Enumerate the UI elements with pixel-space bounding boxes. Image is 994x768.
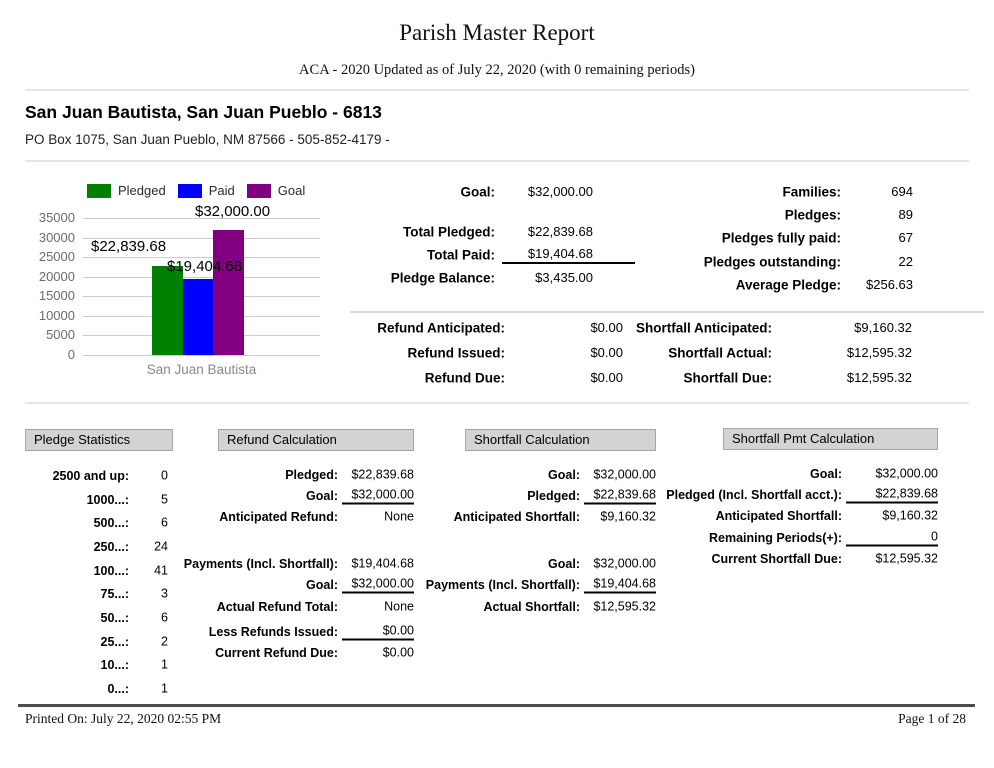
row-value: $256.63 [866, 277, 913, 293]
table-row [465, 464, 656, 485]
row-value: $32,000.00 [593, 556, 656, 571]
row-value: 0 [846, 529, 938, 546]
legend-swatch [247, 184, 271, 198]
row-label: 100...: [93, 563, 129, 578]
table-row [25, 511, 173, 535]
table-row [715, 506, 938, 527]
row-label: Pledged: [285, 467, 338, 482]
legend-label: Goal [277, 183, 306, 198]
table-row [25, 559, 173, 583]
chart-body [25, 203, 345, 362]
row-label: Total Pledged: [402, 224, 495, 239]
row-value: $12,595.32 [593, 599, 656, 614]
table-row [208, 621, 414, 642]
parish-stats [660, 180, 913, 297]
row-value: 5 [161, 492, 168, 507]
legend-label: Pledged [118, 183, 166, 198]
refund-row [355, 340, 623, 365]
chart-bar-goal [213, 230, 244, 355]
table-row [666, 484, 938, 505]
row-value: $0.00 [382, 645, 414, 660]
row-label: Anticipated Refund: [219, 510, 338, 525]
row-label: Shortfall Due: [683, 370, 772, 386]
table-row [465, 553, 656, 574]
table-row [25, 535, 173, 559]
row-label: Anticipated Shortfall: [453, 510, 580, 525]
shortfall-row [628, 366, 912, 391]
row-label: Goal: [460, 184, 495, 199]
row-label: Goal: [306, 489, 338, 504]
row-value: 1 [161, 657, 168, 672]
printed-on: Printed On: July 22, 2020 02:55 PM [25, 711, 222, 726]
table-row [183, 553, 414, 574]
stats-row [660, 227, 913, 250]
chart-bar-value-label: $22,839.68 [91, 238, 167, 255]
row-value: $0.00 [590, 344, 623, 360]
table-row [711, 549, 938, 570]
row-value: 0 [161, 468, 168, 483]
chart-y-tick-label: 30000 [38, 229, 75, 245]
row-value: $0.00 [342, 624, 414, 641]
row-value: $22,839.68 [846, 487, 938, 504]
row-value: $12,595.32 [846, 370, 912, 386]
table-header: Shortfall Calculation [465, 429, 656, 451]
row-value: 24 [154, 539, 168, 554]
stats-row [660, 203, 913, 226]
chart-gridline [83, 277, 320, 278]
chart-legend [87, 183, 345, 198]
row-label: Actual Shortfall: [483, 599, 580, 614]
divider [25, 89, 969, 91]
row-label: 1000...: [86, 492, 129, 507]
table-row [708, 527, 938, 548]
table-row [218, 596, 414, 617]
table-row [25, 677, 173, 701]
chart-y-axis [25, 210, 83, 362]
row-label: Refund Anticipated: [377, 320, 505, 336]
row-label: Pledges outstanding: [703, 254, 841, 270]
parish-address: PO Box 1075, San Juan Pueblo, NM 87566 - 505-852-4179 - [25, 132, 390, 147]
row-label: Anticipated Shortfall: [715, 509, 842, 524]
table-rows [25, 464, 173, 701]
row-value: 694 [891, 183, 913, 199]
row-value: $9,160.32 [854, 319, 912, 335]
row-label: Average Pledge: [735, 277, 841, 293]
row-value: 6 [161, 515, 168, 530]
table-row [25, 630, 173, 654]
row-label: Pledges: [784, 207, 841, 223]
shortfall-summary [628, 315, 912, 391]
chart-y-tick-label: 0 [67, 347, 75, 362]
table-header: Shortfall Pmt Calculation [723, 428, 938, 450]
table-row [218, 464, 414, 485]
legend-item-pledged [87, 183, 166, 198]
chart-bar-value-label: $32,000.00 [195, 203, 271, 220]
row-value: 41 [154, 563, 168, 578]
row-value: 3 [161, 586, 168, 601]
row-value: 89 [898, 207, 913, 223]
table-row [465, 485, 656, 506]
stats-row [660, 250, 913, 273]
summary-row [375, 180, 635, 203]
chart-y-tick-label: 35000 [38, 210, 75, 225]
row-label: Remaining Periods(+): [708, 530, 842, 545]
row-label: 25...: [100, 634, 129, 649]
legend-item-paid [178, 183, 235, 198]
row-value: 67 [898, 230, 913, 246]
row-value: 1 [161, 681, 168, 696]
row-value: $3,435.00 [535, 269, 593, 285]
row-label: Pledged (Incl. Shortfall acct.): [666, 488, 842, 503]
chart-y-tick-label: 5000 [46, 327, 75, 343]
row-label: Total Paid: [426, 247, 495, 262]
table-row [25, 582, 173, 606]
row-value: $22,839.68 [527, 223, 593, 239]
chart-plot [83, 203, 320, 355]
stats-row [660, 274, 913, 297]
chart-bar-paid [183, 279, 213, 355]
chart-y-tick-label: 15000 [38, 288, 75, 304]
table-row [453, 507, 656, 528]
row-value: $12,595.32 [846, 344, 912, 360]
table-row [218, 575, 414, 596]
parish-name: San Juan Bautista, San Juan Pueblo - 6813 [25, 102, 382, 122]
table-row [218, 507, 414, 528]
refund-row [355, 315, 623, 340]
legend-swatch [178, 184, 202, 198]
row-label: Pledged: [527, 489, 580, 504]
row-value: 6 [161, 610, 168, 625]
chart-bar-pledged [152, 266, 183, 355]
table-row [25, 606, 173, 630]
legend-label: Paid [208, 183, 235, 198]
row-label: Pledge Balance: [390, 270, 495, 285]
table-row [218, 485, 414, 506]
report-title: Parish Master Report [399, 20, 595, 45]
row-label: 10...: [100, 658, 129, 673]
row-label: 0...: [107, 682, 129, 697]
row-value: $0.00 [590, 370, 623, 386]
row-value: None [384, 599, 414, 614]
refund-row [355, 366, 623, 391]
row-value: $0.00 [590, 319, 623, 335]
row-label: Pledges fully paid: [721, 230, 841, 246]
row-label: Goal: [810, 466, 842, 481]
chart-x-label: San Juan Bautista [146, 362, 257, 377]
refund-calculation-table [183, 429, 414, 664]
row-value: $22,839.68 [351, 467, 414, 482]
row-value: $32,000.00 [593, 467, 656, 482]
table-row [25, 488, 173, 512]
row-label: Payments (Incl. Shortfall): [183, 556, 338, 571]
divider [25, 160, 969, 162]
table-row [465, 596, 656, 617]
report-subtitle: ACA - 2020 Updated as of July 22, 2020 (with 0 remaining periods) [299, 62, 695, 78]
pledge-chart [25, 180, 345, 377]
row-label: Goal: [548, 556, 580, 571]
shortfall-row [628, 315, 912, 340]
row-value: $32,000.00 [342, 488, 414, 505]
row-label: 75...: [100, 587, 129, 602]
summary-row [375, 243, 635, 266]
shortfall-pmt-calculation-table [666, 428, 938, 570]
stats-row [660, 180, 913, 203]
pledge-summary [375, 180, 635, 289]
row-label: Shortfall Anticipated: [635, 320, 772, 336]
row-label: 50...: [100, 610, 129, 625]
legend-swatch [87, 184, 111, 198]
row-label: Refund Due: [424, 370, 505, 386]
row-label: Less Refunds Issued: [208, 625, 338, 640]
page-number: Page 1 of 28 [898, 711, 966, 726]
table-rows [425, 464, 656, 617]
pledge-statistics-table [25, 429, 173, 701]
chart-y-tick-label: 25000 [38, 249, 75, 265]
row-label: Families: [782, 184, 841, 200]
summary-row [375, 220, 635, 243]
table-row [425, 575, 656, 596]
row-value: $9,160.32 [600, 509, 656, 524]
row-value: $12,595.32 [875, 551, 938, 566]
row-label: Refund Issued: [407, 345, 505, 361]
row-value: $19,404.68 [584, 577, 656, 594]
row-label: Current Refund Due: [215, 646, 338, 661]
table-row [723, 463, 938, 484]
row-label: Shortfall Actual: [668, 345, 772, 361]
row-value: $32,000.00 [527, 183, 593, 199]
row-label: Actual Refund Total: [216, 599, 338, 614]
row-value: $32,000.00 [342, 577, 414, 594]
table-header: Refund Calculation [218, 429, 414, 451]
table-header: Pledge Statistics [25, 429, 173, 451]
table-row [25, 654, 173, 678]
row-label: Current Shortfall Due: [711, 552, 842, 567]
row-value: $19,404.68 [351, 556, 414, 571]
row-value: None [384, 509, 414, 524]
row-label: 2500 and up: [52, 468, 129, 483]
row-label: 500...: [93, 516, 129, 531]
row-value: $22,839.68 [584, 488, 656, 505]
chart-bar-value-label: $19,404.68 [167, 258, 243, 275]
legend-item-goal [247, 183, 305, 198]
row-value: $9,160.32 [882, 508, 938, 523]
shortfall-calculation-table [425, 429, 656, 617]
divider [350, 311, 984, 313]
shortfall-row [628, 340, 912, 365]
row-value: $32,000.00 [875, 466, 938, 481]
row-label: Goal: [548, 467, 580, 482]
row-label: Goal: [306, 578, 338, 593]
footer-divider [18, 704, 975, 707]
table-rows [666, 463, 938, 570]
row-value: 22 [898, 253, 913, 269]
table-row [25, 464, 173, 488]
refund-summary [355, 315, 623, 391]
row-value: 2 [161, 634, 168, 649]
summary-row [375, 266, 635, 289]
row-label: Payments (Incl. Shortfall): [425, 578, 580, 593]
row-label: 250...: [93, 539, 129, 554]
table-rows [183, 464, 414, 664]
chart-y-tick-label: 20000 [38, 268, 75, 284]
table-row [215, 643, 414, 664]
row-value: $19,404.68 [502, 246, 635, 264]
divider [25, 402, 969, 404]
chart-y-tick-label: 10000 [38, 307, 75, 323]
chart-gridline [83, 355, 320, 356]
